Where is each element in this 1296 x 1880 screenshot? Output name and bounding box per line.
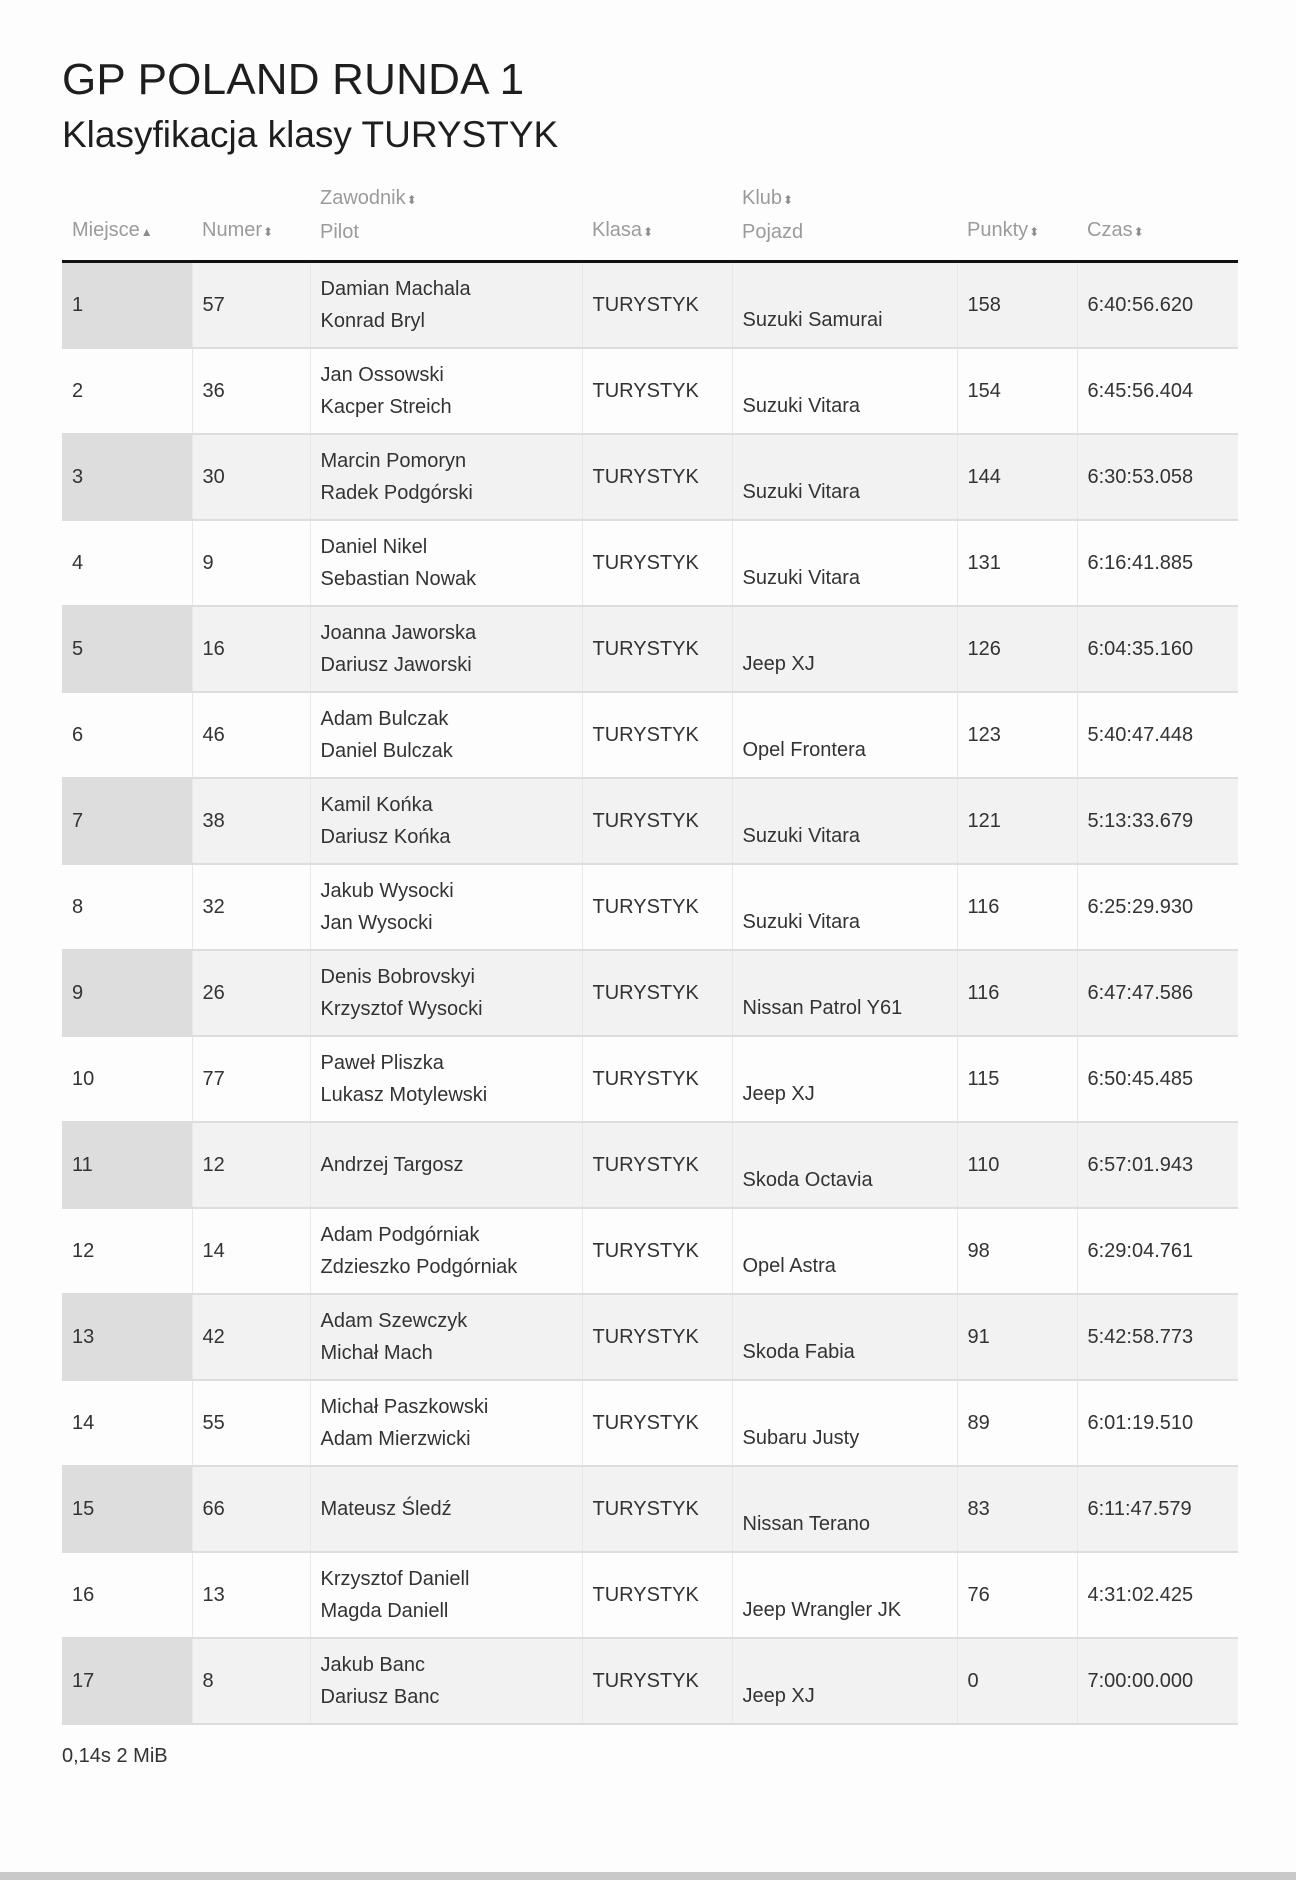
crew-cell [310,778,582,864]
class-cell: TURYSTYK [582,520,732,606]
number-cell: 13 [192,1552,310,1638]
pilot-name: Zdzieszko Podgórniak [320,1255,518,1278]
sort-both-icon: ⬍ [263,225,274,239]
vehicle-cell: Nissan Patrol Y61 [732,950,957,1036]
place-cell: 8 [62,864,192,950]
driver-name: Daniel Nikel [320,535,428,558]
time-cell: 6:57:01.943 [1077,1122,1238,1208]
header-label: Zawodnik [320,187,406,209]
table-row [62,1122,1238,1208]
crew-cell [310,1552,582,1638]
class-cell: TURYSTYK [582,1208,732,1294]
page-subtitle: Klasyfikacja klasy TURYSTYK [62,114,559,155]
table-row [62,1036,1238,1122]
number-cell: 57 [192,262,310,348]
page-title: GP POLAND RUNDA 1 [62,55,525,104]
time-cell: 7:00:00.000 [1077,1638,1238,1724]
table-header-row [62,182,1238,262]
driver-name: Michał Paszkowski [320,1395,489,1418]
pilot-name: Dariusz Jaworski [320,653,472,676]
place-cell: 16 [62,1552,192,1638]
time-cell: 5:42:58.773 [1077,1294,1238,1380]
driver-name: Jan Ossowski [320,363,444,386]
points-cell: 116 [957,950,1077,1036]
points-cell: 123 [957,692,1077,778]
pilot-name: Konrad Bryl [320,309,425,332]
vehicle-cell: Jeep XJ [732,1638,957,1724]
vehicle-cell: Jeep Wrangler JK [732,1552,957,1638]
header-sublabel: Pilot [320,221,359,243]
driver-name: Adam Podgórniak [320,1223,480,1246]
header-label: Numer [202,219,263,241]
vehicle-cell: Suzuki Samurai [732,262,957,348]
number-cell: 77 [192,1036,310,1122]
sort-both-icon: ⬍ [643,225,654,239]
time-cell: 6:45:56.404 [1077,348,1238,434]
driver-name: Denis Bobrovskyi [320,965,476,988]
driver-name: Adam Szewczyk [320,1309,468,1332]
crew-cell [310,1036,582,1122]
crew-cell [310,348,582,434]
table-row [62,864,1238,950]
place-cell: 13 [62,1294,192,1380]
class-cell: TURYSTYK [582,1122,732,1208]
pilot-name: Michał Mach [320,1341,433,1364]
place-cell: 4 [62,520,192,606]
header-label: Klasa [592,219,643,241]
number-cell: 66 [192,1466,310,1552]
crew-cell [310,606,582,692]
number-cell: 8 [192,1638,310,1724]
driver-name: Krzysztof Daniell [320,1567,470,1590]
points-cell: 116 [957,864,1077,950]
place-cell: 14 [62,1380,192,1466]
vehicle-cell: Jeep XJ [732,606,957,692]
place-cell: 7 [62,778,192,864]
crew-cell [310,1466,582,1552]
driver-name: Jakub Wysocki [320,879,454,902]
place-cell: 6 [62,692,192,778]
points-cell: 115 [957,1036,1077,1122]
vehicle-cell: Suzuki Vitara [732,348,957,434]
points-cell: 76 [957,1552,1077,1638]
results-page [62,50,1238,1768]
class-cell: TURYSTYK [582,1638,732,1724]
time-cell: 6:16:41.885 [1077,520,1238,606]
vehicle-cell: Suzuki Vitara [732,778,957,864]
class-cell: TURYSTYK [582,348,732,434]
crew-cell [310,1294,582,1380]
driver-name: Marcin Pomoryn [320,449,467,472]
crew-cell [310,950,582,1036]
vehicle-cell: Nissan Terano [732,1466,957,1552]
sort-number-header[interactable] [192,182,310,262]
points-cell: 126 [957,606,1077,692]
vehicle-cell: Opel Frontera [732,692,957,778]
class-cell: TURYSTYK [582,692,732,778]
table-row [62,348,1238,434]
table-row [62,262,1238,348]
class-cell: TURYSTYK [582,1466,732,1552]
place-cell: 2 [62,348,192,434]
points-cell: 83 [957,1466,1077,1552]
sort-both-icon: ⬍ [783,193,794,207]
pilot-name: Magda Daniell [320,1599,449,1622]
crew-cell [310,1638,582,1724]
crew-cell [310,434,582,520]
driver-name: Joanna Jaworska [320,621,477,644]
header-label: Miejsce [72,219,140,241]
class-cell: TURYSTYK [582,434,732,520]
vehicle-cell: Subaru Justy [732,1380,957,1466]
header-label: Punkty [967,219,1029,241]
vehicle-cell: Skoda Octavia [732,1122,957,1208]
class-cell: TURYSTYK [582,950,732,1036]
place-cell: 15 [62,1466,192,1552]
time-cell: 5:40:47.448 [1077,692,1238,778]
time-cell: 6:01:19.510 [1077,1380,1238,1466]
time-cell: 6:04:35.160 [1077,606,1238,692]
number-cell: 36 [192,348,310,434]
table-row [62,434,1238,520]
header-sublabel: Pojazd [742,221,804,243]
pilot-name: Dariusz Końka [320,825,451,848]
class-cell: TURYSTYK [582,1380,732,1466]
driver-name: Damian Machala [320,277,471,300]
table-row [62,692,1238,778]
driver-name: Mateusz Śledź [320,1497,452,1520]
table-row [62,1208,1238,1294]
time-cell: 5:13:33.679 [1077,778,1238,864]
crew-cell [310,520,582,606]
results-table [62,182,1238,1725]
place-cell: 10 [62,1036,192,1122]
class-cell: TURYSTYK [582,1552,732,1638]
table-row [62,1466,1238,1552]
vehicle-cell: Opel Astra [732,1208,957,1294]
time-cell: 6:30:53.058 [1077,434,1238,520]
class-cell: TURYSTYK [582,1294,732,1380]
sort-both-icon: ⬍ [1133,225,1144,239]
table-row [62,1638,1238,1724]
pilot-name: Kacper Streich [320,395,452,418]
pilot-name: Daniel Bulczak [320,739,453,762]
sort-club-header[interactable] [732,182,957,262]
crew-cell [310,692,582,778]
number-cell: 12 [192,1122,310,1208]
points-cell: 0 [957,1638,1077,1724]
pilot-name: Sebastian Nowak [320,567,477,590]
vehicle-cell: Suzuki Vitara [732,520,957,606]
header-label: Czas [1087,219,1133,241]
points-cell: 144 [957,434,1077,520]
sort-both-icon: ⬍ [1029,225,1040,239]
table-row [62,520,1238,606]
vehicle-cell: Suzuki Vitara [732,434,957,520]
header-label: Klub [742,187,783,209]
number-cell: 38 [192,778,310,864]
sort-class-header[interactable] [582,182,732,262]
vehicle-cell: Jeep XJ [732,1036,957,1122]
points-cell: 89 [957,1380,1077,1466]
number-cell: 26 [192,950,310,1036]
number-cell: 46 [192,692,310,778]
place-cell: 1 [62,262,192,348]
points-cell: 154 [957,348,1077,434]
sort-driver-header[interactable] [310,182,582,262]
number-cell: 30 [192,434,310,520]
class-cell: TURYSTYK [582,778,732,864]
number-cell: 32 [192,864,310,950]
driver-name: Jakub Banc [320,1653,426,1676]
pilot-name: Jan Wysocki [320,911,433,934]
pilot-name: Krzysztof Wysocki [320,997,483,1020]
place-cell: 11 [62,1122,192,1208]
points-cell: 131 [957,520,1077,606]
time-cell: 4:31:02.425 [1077,1552,1238,1638]
vehicle-cell: Skoda Fabia [732,1294,957,1380]
crew-cell [310,1380,582,1466]
sort-both-icon: ⬍ [406,193,417,207]
class-cell: TURYSTYK [582,606,732,692]
class-cell: TURYSTYK [582,864,732,950]
pilot-name: Dariusz Banc [320,1685,440,1708]
time-cell: 6:47:47.586 [1077,950,1238,1036]
table-row [62,950,1238,1036]
table-row [62,1552,1238,1638]
render-stats: 0,14s 2 MiB [62,1744,168,1767]
points-cell: 91 [957,1294,1077,1380]
crew-cell [310,1208,582,1294]
vehicle-cell: Suzuki Vitara [732,864,957,950]
driver-name: Kamil Końka [320,793,433,816]
points-cell: 110 [957,1122,1077,1208]
sort-place-header[interactable] [62,182,192,262]
time-cell: 6:40:56.620 [1077,262,1238,348]
place-cell: 3 [62,434,192,520]
points-cell: 98 [957,1208,1077,1294]
time-cell: 6:11:47.579 [1077,1466,1238,1552]
bottom-bar [0,1872,1296,1880]
pilot-name: Lukasz Motylewski [320,1083,488,1106]
time-cell: 6:25:29.930 [1077,864,1238,950]
table-row [62,1380,1238,1466]
time-cell: 6:29:04.761 [1077,1208,1238,1294]
table-row [62,606,1238,692]
crew-cell [310,864,582,950]
pilot-name: Radek Podgórski [320,481,473,504]
sort-points-header[interactable] [957,182,1077,262]
place-cell: 5 [62,606,192,692]
points-cell: 121 [957,778,1077,864]
driver-name: Andrzej Targosz [320,1153,464,1176]
table-row [62,778,1238,864]
class-cell: TURYSTYK [582,262,732,348]
number-cell: 16 [192,606,310,692]
crew-cell [310,1122,582,1208]
table-row [62,1294,1238,1380]
time-cell: 6:50:45.485 [1077,1036,1238,1122]
place-cell: 9 [62,950,192,1036]
sort-asc-icon: ▲ [140,225,153,239]
sort-time-header[interactable] [1077,182,1238,262]
crew-cell [310,262,582,348]
driver-name: Adam Bulczak [320,707,449,730]
number-cell: 55 [192,1380,310,1466]
points-cell: 158 [957,262,1077,348]
driver-name: Paweł Pliszka [320,1051,444,1074]
number-cell: 14 [192,1208,310,1294]
place-cell: 17 [62,1638,192,1724]
place-cell: 12 [62,1208,192,1294]
class-cell: TURYSTYK [582,1036,732,1122]
number-cell: 42 [192,1294,310,1380]
pilot-name: Adam Mierzwicki [320,1427,471,1450]
number-cell: 9 [192,520,310,606]
